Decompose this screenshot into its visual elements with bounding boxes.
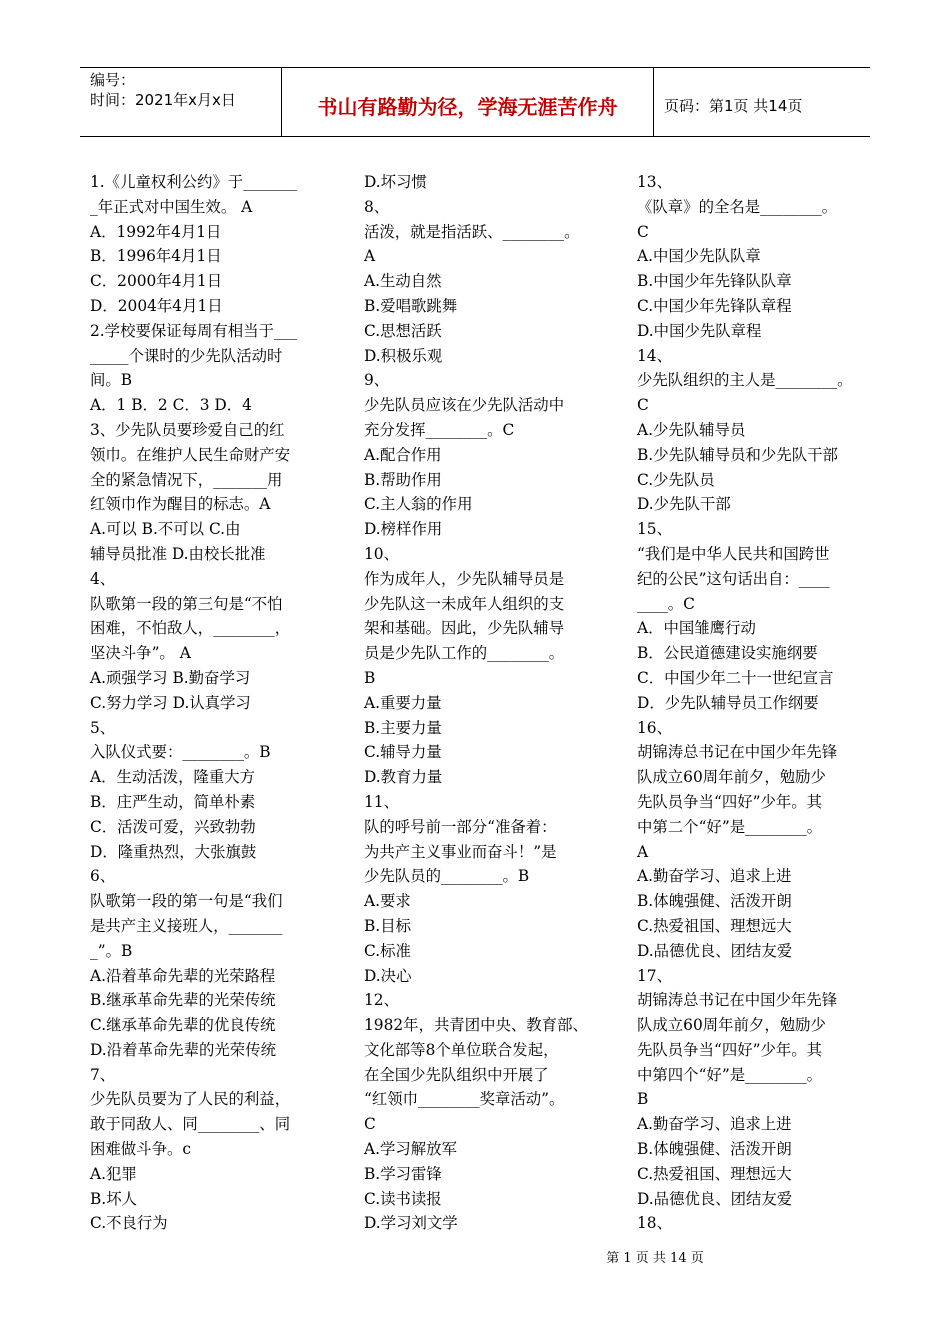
text-line: 困难，不怕敌人，________， [90,619,291,638]
text-line: 中第二个“好”是________。 [637,817,823,836]
text-line: A [637,842,649,861]
text-line: 少先队组织的主人是________。 [637,371,853,390]
text-line: D.学习刘文学 [364,1214,458,1233]
text-line: 员是少先队工作的________。 [364,644,565,663]
text-column-3 [637,170,869,1236]
document-time-label: 时间：2021年x月x日 [90,91,236,109]
text-line: A.少先队辅导员 [637,420,746,439]
text-line: 辅导员批准 D.由校长批准 [90,544,266,563]
text-line: C.中国少年先锋队章程 [637,296,792,315]
text-line: 15、 [637,520,672,539]
text-line: 胡锦涛总书记在中国少年先锋 [637,991,838,1010]
text-line: C.热爱祖国、理想远大 [637,916,792,935]
text-line: 架和基础。因此，少先队辅导 [364,619,565,638]
text-line: B.爱唱歌跳舞 [364,296,458,315]
text-line: 队的呼号前一部分“准备着： [364,817,557,836]
text-line: 14、 [637,346,672,365]
text-line: _年正式对中国生效。 A [90,197,253,216]
text-line: 18、 [637,1214,672,1233]
text-line: D.积极乐观 [364,346,443,365]
text-line: D.决心 [364,966,412,985]
text-line: 活泼，就是指活跃、________。 [364,222,580,241]
text-line: “我们是中华人民共和国跨世 [637,544,830,563]
text-line: 领巾。在维护人民生命财产安 [90,445,291,464]
text-line: C．活泼可爱，兴致勃勃 [90,817,256,836]
text-line: _”。B [90,941,133,960]
text-line: B．庄严生动，简单朴素 [90,792,256,811]
text-line: 9、 [364,371,390,390]
text-line: A．中国雏鹰行动 [637,619,756,638]
text-line: D．2004年4月1日 [90,296,223,315]
text-line: C．中国少年二十一世纪宣言 [637,668,834,687]
text-line: “红领巾________奖章活动”。 [364,1090,565,1109]
text-line: 敢于同敌人、同________、同 [90,1115,291,1134]
text-line: 在全国少先队组织中开展了 [364,1065,549,1084]
text-line: 少先队员要为了人民的利益， [90,1090,291,1109]
text-line: C．2000年4月1日 [90,272,223,291]
text-line: D.榜样作用 [364,520,443,539]
text-line: C.少先队员 [637,470,715,489]
text-line: C.读书读报 [364,1189,442,1208]
text-line: 作为成年人，少先队辅导员是 [364,569,565,588]
text-column-1 [90,170,322,1236]
text-line: C.辅导力量 [364,743,442,762]
text-line: 中第四个“好”是________。 [637,1065,823,1084]
text-line: C.继承革命先辈的优良传统 [90,1016,276,1035]
text-line: 队歌第一段的第三句是“不怕 [90,594,283,613]
text-line: A.沿着革命先辈的光荣路程 [90,966,276,985]
text-line: C [364,1115,376,1134]
text-line: B.体魄强健、活泼开朗 [637,1140,792,1159]
text-line: D.品德优良、团结友爱 [637,1189,793,1208]
text-line: B.目标 [364,916,411,935]
text-line: 13、 [637,173,672,191]
text-line: 纪的公民”这句话出自：____ [637,569,830,588]
text-line: 全的紧急情况下，_______用 [90,470,283,489]
text-line: 间。B [90,371,133,390]
text-line: 少先队员应该在少先队活动中 [364,396,565,415]
text-line: A.可以 B.不可以 C.由 [90,520,241,539]
text-line: D.少先队干部 [637,495,731,514]
text-line: 少先队员的________。B [364,867,530,886]
document-number-label: 编号： [90,71,136,89]
text-line: A.学习解放军 [364,1140,457,1159]
text-line: 坚决斗争”。 A [90,644,191,663]
text-line: A.配合作用 [364,445,442,464]
text-line: C [637,222,649,241]
text-line: 红领巾作为醒目的标志。A [90,495,271,514]
text-line: 少先队这一未成年人组织的支 [364,594,565,613]
text-column-2 [364,170,596,1236]
text-line: 17、 [637,966,672,985]
text-line: A.顽强学习 B.勤奋学习 [90,668,251,687]
text-line: 先队员争当“四好”少年。其 [637,792,823,811]
text-line: C.主人翁的作用 [364,495,473,514]
text-line: 为共产主义事业而奋斗！”是 [364,842,557,861]
text-line: 队歌第一段的第一句是“我们 [90,892,283,911]
text-line: _____个课时的少先队活动时 [90,346,283,365]
text-line: A.生动自然 [364,272,442,291]
text-line: A.犯罪 [90,1164,137,1183]
text-line: 4、 [90,569,116,588]
text-line: 1.《儿童权利公约》于_______ [90,173,298,191]
text-line: B.体魄强健、活泼开朗 [637,892,792,911]
text-line: C.思想活跃 [364,321,442,340]
text-line: D.教育力量 [364,768,443,787]
text-line: 1982年，共青团中央、教育部、 [364,1016,588,1035]
text-line: 12、 [364,991,399,1010]
text-line: D.坏习惯 [364,173,427,191]
text-line: 16、 [637,718,672,737]
text-line: C.不良行为 [90,1214,168,1233]
text-line: 11、 [364,792,399,811]
text-line: A.要求 [364,892,411,911]
text-line: D.中国少先队章程 [637,321,762,340]
text-line: A．生动活泼，隆重大方 [90,768,256,787]
text-line: 队成立60周年前夕，勉励少 [637,768,826,787]
text-line: C [637,396,649,415]
header-motto: 书山有路勤为径，学海无涯苦作舟 [282,68,654,136]
text-line: 充分发挥________。C [364,420,515,439]
text-line: B.少先队辅导员和少先队干部 [637,445,838,464]
text-line: B [637,1090,649,1109]
text-line: C.努力学习 D.认真学习 [90,693,251,712]
header-page-info: 页码：第1页 共14页 [664,96,803,115]
text-line: 10、 [364,544,399,563]
text-line: A [364,247,376,266]
text-line: ____。C [637,594,695,613]
text-line: B.主要力量 [364,718,442,737]
text-line: 2.学校要保证每周有相当于___ [90,321,298,340]
text-line: B [364,668,376,687]
text-line: D.品德优良、团结友爱 [637,941,793,960]
text-line: A.勤奋学习、追求上进 [637,867,792,886]
text-line: 8、 [364,197,390,216]
text-line: 是共产主义接班人，_______ [90,916,283,935]
text-line: B．1996年4月1日 [90,247,222,266]
text-line: B.继承革命先辈的光荣传统 [90,991,276,1010]
text-line: C.热爱祖国、理想远大 [637,1164,792,1183]
page-header [80,67,870,137]
text-line: 文化部等8个单位联合发起， [364,1040,559,1059]
text-line: B.中国少年先锋队队章 [637,272,792,291]
text-line: A.勤奋学习、追求上进 [637,1115,792,1134]
text-line: 队成立60周年前夕，勉励少 [637,1016,826,1035]
text-line: 5、 [90,718,116,737]
text-line: 入队仪式要：________。B [90,743,271,762]
text-line: 《队章》的全名是________。 [637,197,838,216]
text-line: B.帮助作用 [364,470,442,489]
text-line: 7、 [90,1065,116,1084]
text-line: 6、 [90,867,116,886]
text-line: D.沿着革命先辈的光荣传统 [90,1040,276,1059]
text-line: 困难做斗争。c [90,1140,191,1159]
text-line: B．公民道德建设实施纲要 [637,644,818,663]
text-line: A.中国少先队队章 [637,247,761,266]
text-line: D．少先队辅导员工作纲要 [637,693,819,712]
page-footer: 第 1 页 共 14 页 [606,1251,704,1266]
text-line: B.学习雷锋 [364,1164,442,1183]
text-line: A．1992年4月1日 [90,222,222,241]
text-line: 胡锦涛总书记在中国少年先锋 [637,743,838,762]
text-line: A.重要力量 [364,693,442,712]
text-line: 先队员争当“四好”少年。其 [637,1040,823,1059]
text-line: D．隆重热烈，大张旗鼓 [90,842,257,861]
text-line: C.标准 [364,941,411,960]
text-line: A．1 B．2 C．3 D．4 [90,396,252,415]
text-line: B.坏人 [90,1189,137,1208]
text-line: 3、少先队员要珍爱自己的红 [90,420,285,439]
header-meta [80,68,282,136]
